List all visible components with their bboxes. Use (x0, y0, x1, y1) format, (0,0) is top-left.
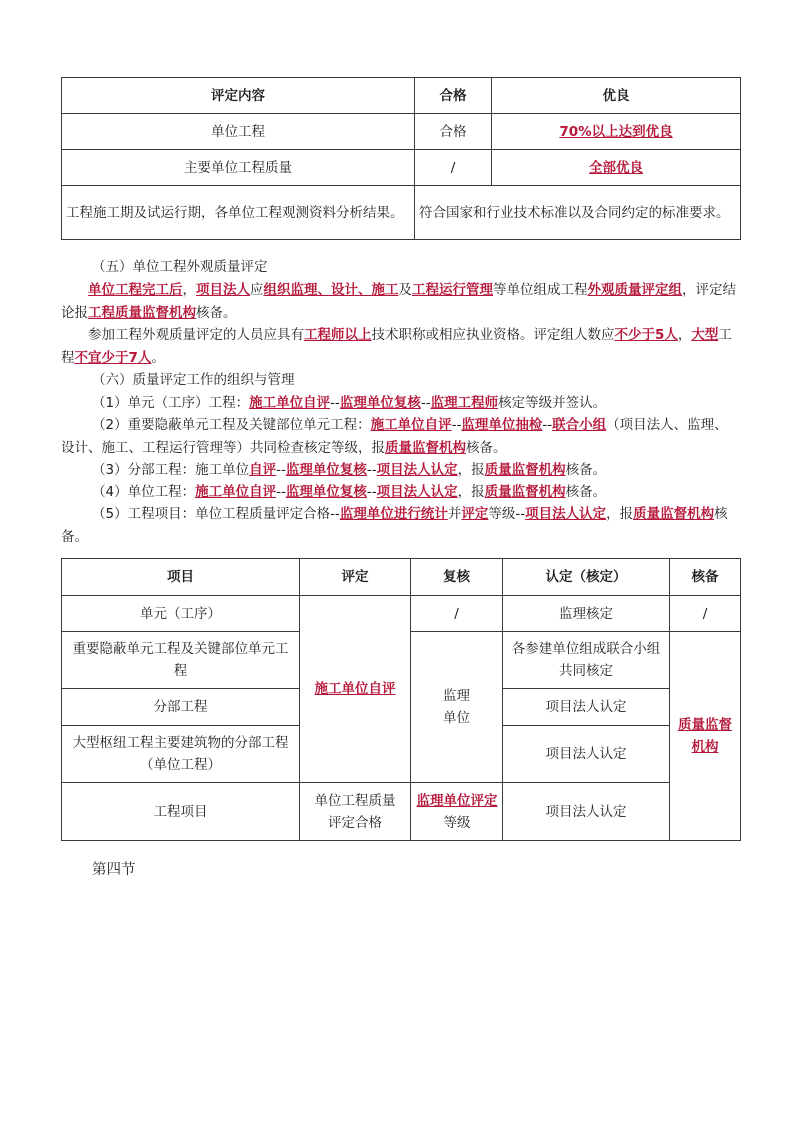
table-cell: 主要单位工程质量 (62, 150, 415, 186)
header-cell: 认定（核定） (503, 559, 670, 596)
list-item: （1）单元（工序）工程：施工单位自评--监理单位复核--监理工程师核定等级并签认。 (92, 395, 607, 411)
table-cell: 合格 (415, 114, 492, 150)
table-cell: 单位工程质量评定合格 (300, 783, 411, 841)
merged-assess-cell: 施工单位自评 (300, 596, 411, 783)
evaluation-organization-table (61, 558, 741, 841)
header-cell: 评定 (300, 559, 411, 596)
table-cell: / (411, 596, 503, 632)
list-item: （3）分部工程：施工单位自评--监理单位复核--项目法人认定，报质量监督机构核备。 (92, 462, 607, 478)
header-cell: 合格 (415, 78, 492, 114)
list-item: （5）工程项目：单位工程质量评定合格--监理单位进行统计并评定等级--项目法人认定，报质量监督机构核备。 (61, 506, 728, 545)
merged-record-cell: 质量监督机构 (670, 632, 741, 841)
table-cell: 工程项目 (62, 783, 300, 841)
header-cell: 项目 (62, 559, 300, 596)
list-item: （4）单位工程：施工单位自评--监理单位复核--项目法人认定，报质量监督机构核备。 (92, 484, 607, 500)
header-cell: 核备 (670, 559, 741, 596)
section-heading: （六）质量评定工作的组织与管理 (92, 372, 295, 388)
section-heading: （五）单位工程外观质量评定 (92, 259, 268, 275)
table-cell (492, 150, 741, 186)
header-cell: 评定内容 (62, 78, 415, 114)
table-cell: 监理核定 (503, 596, 670, 632)
table-cell: 单元（工序） (62, 596, 300, 632)
table-cell: 项目法人认定 (503, 783, 670, 841)
table-cell (492, 114, 741, 150)
list-item: （2）重要隐蔽单元工程及关键部位单元工程：施工单位自评--监理单位抽检--联合小组（项目法人、监理、设计、施工、工程运行管理等）共同检查核定等级，报质量监督机构核备。 (61, 417, 728, 456)
table-cell: 项目法人认定 (503, 689, 670, 726)
table-cell: 单位工程 (62, 114, 415, 150)
table-cell: 监理单位评定等级 (411, 783, 503, 841)
merged-review-cell: 监理单位 (411, 632, 503, 783)
header-cell: 复核 (411, 559, 503, 596)
highlight-text: 70%以上达到优良 (559, 123, 673, 140)
highlight-text: 全部优良 (589, 159, 643, 176)
table-cell: 项目法人认定 (503, 726, 670, 783)
table-cell: 符合国家和行业技术标准以及合同约定的标准要求。 (415, 186, 741, 240)
quality-criteria-table (61, 77, 741, 240)
table-cell: / (670, 596, 741, 632)
table-cell: 大型枢纽工程主要建筑物的分部工程（单位工程） (62, 726, 300, 783)
section-title: 第四节 (92, 862, 136, 878)
paragraph: 参加工程外观质量评定的人员应具有工程师以上技术职称或相应执业资格。评定组人数应不少于5人，大型工程不宜少于7人。 (61, 327, 732, 366)
table-cell: 各参建单位组成联合小组共同核定 (503, 632, 670, 689)
table-cell: / (415, 150, 492, 186)
table-cell: 重要隐蔽单元工程及关键部位单元工程 (62, 632, 300, 689)
paragraph: 单位工程完工后，项目法人应组织监理、设计、施工及工程运行管理等单位组成工程外观质量评定组，评定结论报工程质量监督机构核备。 (61, 282, 736, 321)
table-cell: 工程施工期及试运行期，各单位工程观测资料分析结果。 (62, 186, 415, 240)
table-cell: 分部工程 (62, 689, 300, 726)
header-cell: 优良 (492, 78, 741, 114)
